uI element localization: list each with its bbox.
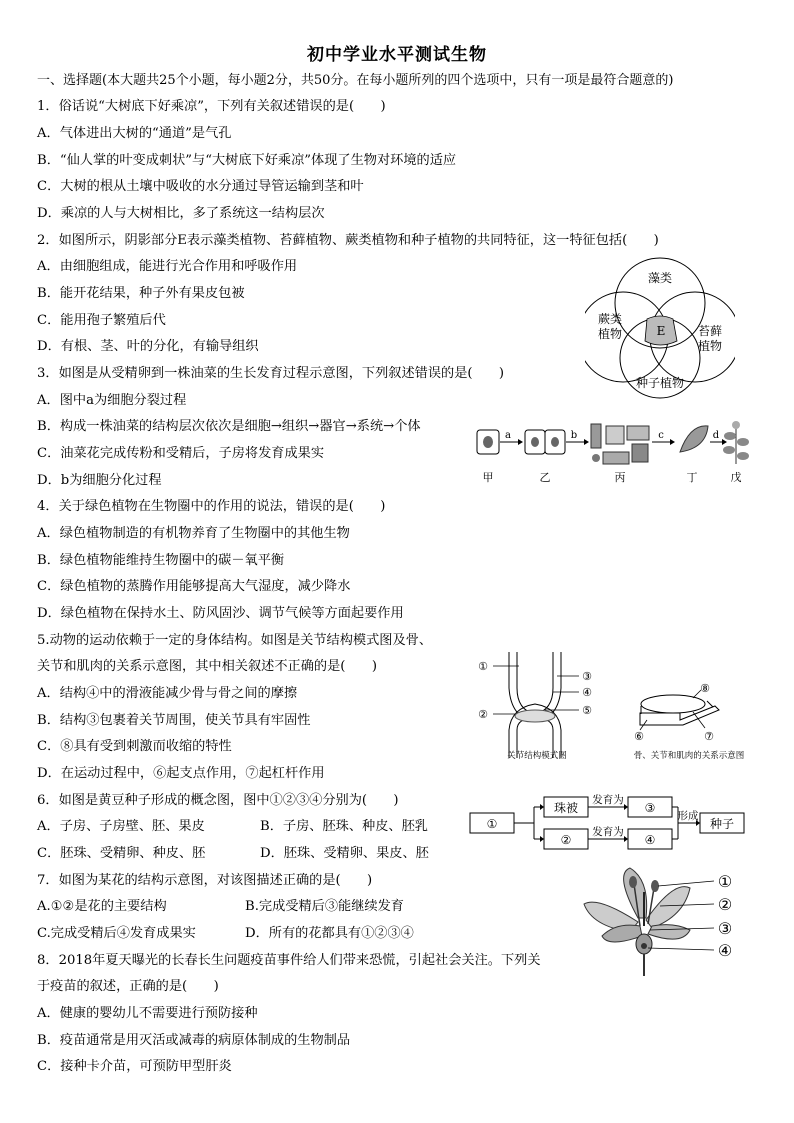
venn-label-e: E — [656, 324, 666, 338]
q1-stem: 1．俗话说“大树底下好乘凉”，下列有关叙述错误的是( ) — [37, 99, 386, 114]
edge-label-3: 形成 — [677, 810, 699, 822]
joint-structure-figure — [509, 652, 561, 758]
stage-label-1: 甲 — [482, 471, 494, 484]
q4-option-b[interactable]: B．绿色植物能维持生物圈中的碳－氧平衡 — [37, 553, 285, 568]
q1-option-a[interactable]: A．气体进出大树的“通道”是气孔 — [37, 126, 232, 141]
leaf-icon — [680, 426, 708, 452]
joint-label-7: ⑦ — [704, 730, 714, 743]
q3-stem: 3．如图是从受精卵到一株油菜的生长发育过程示意图，下列叙述错误的是( ) — [37, 366, 505, 381]
plant-icon — [723, 421, 749, 464]
bone-muscle-figure — [640, 695, 719, 725]
q2-option-d[interactable]: D．有根、茎、叶的分化，有输导组织 — [37, 339, 259, 354]
q5-option-d[interactable]: D．在运动过程中，⑥起支点作用，⑦起杠杆作用 — [37, 766, 325, 781]
box-4-label: ④ — [644, 833, 656, 847]
flower-label-1: ① — [717, 872, 733, 891]
q7-stem: 7．如图为某花的结构示意图，对该图描述正确的是( ) — [37, 873, 373, 888]
q1-option-b[interactable]: B．“仙人掌的叶变成刺状”与“大树底下好乘凉”体现了生物对环境的适应 — [37, 153, 457, 168]
growth-diagram — [470, 418, 750, 488]
edge-label-2: 发育为 — [592, 826, 624, 838]
q8-stem-line1: 8．2018年夏天曝光的长春长生问题疫苗事件给人们带来恐慌，引起社会关注。下列关 — [37, 953, 541, 968]
flower-diagram — [578, 866, 743, 978]
venn-label-algae: 藻类 — [647, 271, 673, 285]
joint-label-3: ③ — [582, 670, 592, 683]
q1-option-d[interactable]: D．乘凉的人与大树相比，多了系统这一结构层次 — [37, 206, 325, 221]
q2-option-a[interactable]: A．由细胞组成，能进行光合作用和呼吸作用 — [37, 259, 298, 274]
dividing-cells-icon — [525, 430, 565, 454]
stage-label-5: 戊 — [730, 471, 742, 484]
box-seed-label: 种子 — [709, 817, 735, 831]
q4-stem: 4．关于绿色植物在生物圈中的作用的说法，错误的是( ) — [37, 499, 386, 514]
joint-label-1: ① — [478, 660, 488, 673]
q6-option-c[interactable]: C．胚珠、受精卵、种皮、胚 — [37, 846, 206, 861]
q4-option-d[interactable]: D．绿色植物在保持水土、防风固沙、调节气候等方面起要作用 — [37, 606, 404, 621]
venn-diagram — [585, 255, 735, 400]
venn-label-moss-1: 苔藓 — [697, 324, 723, 338]
q7-option-a[interactable]: A.①②是花的主要结构 — [37, 899, 167, 914]
flower-label-4: ④ — [717, 941, 733, 960]
flower-label-2: ② — [717, 895, 733, 914]
q4-option-c[interactable]: C．绿色植物的蒸腾作用能够提高大气湿度，减少降水 — [37, 579, 351, 594]
box-3-label: ③ — [644, 801, 656, 815]
tissues-icon — [591, 424, 649, 464]
q3-option-b[interactable]: B．构成一株油菜的结构层次依次是细胞→组织→器官→系统→个体 — [37, 419, 421, 434]
joint-label-4: ④ — [582, 686, 592, 699]
stage-label-4: 丁 — [686, 471, 698, 484]
seed-concept-map — [468, 793, 750, 853]
joint-label-8: ⑧ — [700, 682, 710, 695]
box-1-label: ① — [486, 817, 498, 831]
q3-option-a[interactable]: A．图中a为细胞分裂过程 — [37, 393, 187, 408]
q6-option-d[interactable]: D．胚珠、受精卵、果皮、胚 — [260, 846, 429, 861]
q6-option-b[interactable]: B．子房、胚珠、种皮、胚乳 — [260, 819, 428, 834]
q7-option-b[interactable]: B.完成受精后③能继续发育 — [245, 899, 404, 914]
q5-option-a[interactable]: A．结构④中的滑液能减少骨与骨之间的摩擦 — [37, 686, 298, 701]
venn-label-seed: 种子植物 — [635, 376, 685, 390]
joint-label-2: ② — [478, 708, 488, 721]
box-zhubei-label: 珠被 — [553, 801, 579, 815]
q8-stem-line2: 于疫苗的叙述，正确的是( ) — [37, 979, 219, 994]
flower-label-3: ③ — [717, 919, 733, 938]
venn-label-fern-2: 植物 — [597, 327, 623, 341]
q6-option-a[interactable]: A．子房、子房壁、胚、果皮 — [37, 819, 205, 834]
joint-label-5: ⑤ — [582, 704, 592, 717]
q3-option-d[interactable]: D．b为细胞分化过程 — [37, 473, 162, 488]
joint-diagrams — [475, 648, 770, 766]
stage-label-2: 乙 — [539, 471, 551, 484]
q1-option-c[interactable]: C．大树的根从土壤中吸收的水分通过导管运输到茎和叶 — [37, 179, 364, 194]
venn-label-fern-1: 蕨类 — [597, 312, 623, 326]
q2-option-c[interactable]: C．能用孢子繁殖后代 — [37, 313, 166, 328]
q7-option-c[interactable]: C.完成受精后④发育成果实 — [37, 926, 196, 941]
zygote-cell-icon — [477, 430, 499, 454]
q5-stem-line2: 关节和肌肉的关系示意图，其中相关叙述不正确的是( ) — [37, 659, 377, 674]
q8-option-b[interactable]: B．疫苗通常是用灭活或减毒的病原体制成的生物制品 — [37, 1033, 351, 1048]
q6-stem: 6．如图是黄豆种子形成的概念图，图中①②③④分别为( ) — [37, 793, 399, 808]
q2-stem: 2．如图所示，阴影部分E表示藻类植物、苔藓植物、蕨类植物和种子植物的共同特征，这一特征包括( ) — [37, 233, 659, 248]
arrow-label-b: b — [570, 430, 578, 441]
stage-label-3: 丙 — [614, 471, 626, 484]
q5-stem-line1: 5.动物的运动依赖于一定的身体结构。如图是关节结构模式图及骨、 — [37, 633, 433, 648]
section-heading: 一、选择题(本大题共25个小题，每小题2分，共50分。在每小题所列的四个选项中，只有一项是最符合题意的) — [37, 73, 674, 88]
box-2-label: ② — [560, 833, 572, 847]
venn-label-moss-2: 植物 — [697, 339, 723, 353]
q4-option-a[interactable]: A．绿色植物制造的有机物养育了生物圈中的其他生物 — [37, 526, 350, 541]
q2-option-b[interactable]: B．能开花结果，种子外有果皮包被 — [37, 286, 245, 301]
arrow-label-c: c — [658, 430, 664, 441]
q7-option-d[interactable]: D．所有的花都具有①②③④ — [245, 926, 414, 941]
q5-option-b[interactable]: B．结构③包裹着关节周围，使关节具有牢固性 — [37, 713, 311, 728]
q8-option-a[interactable]: A．健康的婴幼儿不需要进行预防接种 — [37, 1006, 258, 1021]
q8-option-c[interactable]: C．接种卡介苗，可预防甲型肝炎 — [37, 1059, 232, 1074]
joint-caption: 关节结构模式图 — [507, 751, 567, 761]
page-title: 初中学业水平测试生物 — [307, 45, 487, 65]
q3-option-c[interactable]: C．油菜花完成传粉和受精后，子房将发育成果实 — [37, 446, 325, 461]
edge-label-1: 发育为 — [592, 794, 624, 806]
joint-label-6: ⑥ — [634, 730, 644, 743]
bone-muscle-caption: 骨、关节和肌肉的关系示意图 — [633, 751, 745, 761]
arrow-label-a: a — [505, 430, 511, 441]
q5-option-c[interactable]: C．⑧具有受到刺激而收缩的特性 — [37, 739, 232, 754]
arrow-label-d: d — [712, 430, 720, 441]
